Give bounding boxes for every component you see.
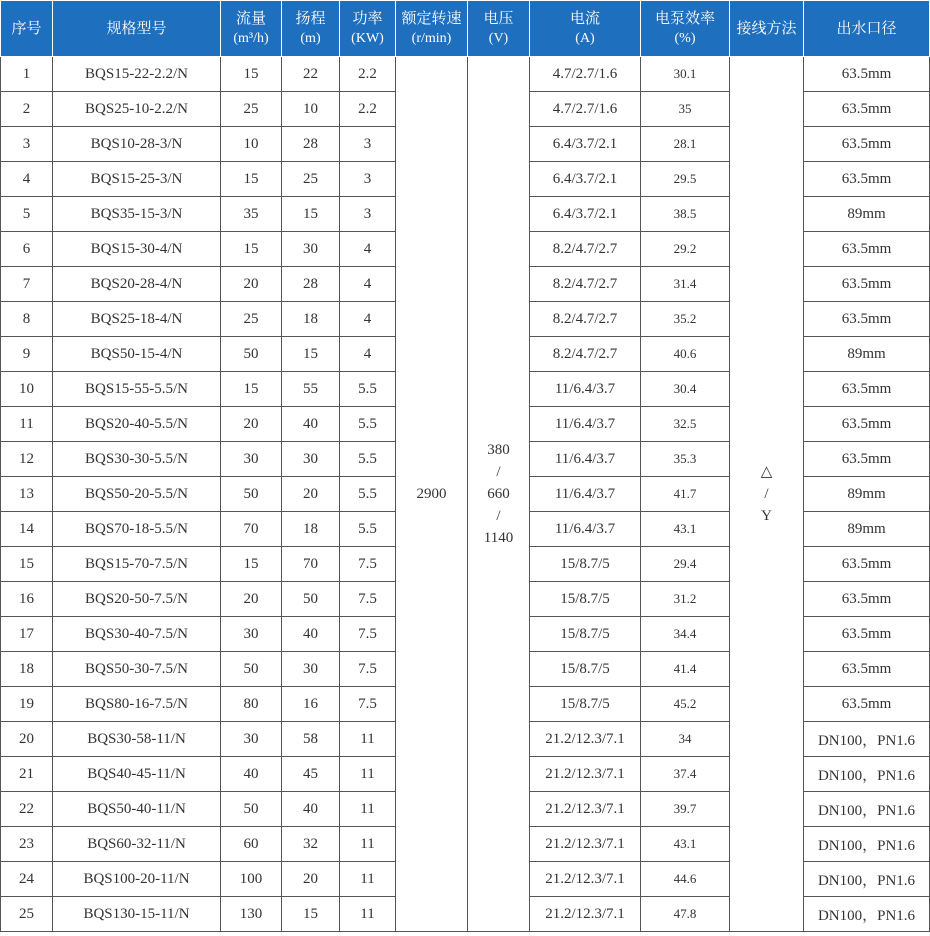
cell-head: 50: [282, 582, 340, 617]
cell-model: BQS30-58-11/N: [53, 722, 221, 757]
cell-no: 22: [1, 792, 53, 827]
cell-power: 7.5: [340, 617, 396, 652]
cell-outlet: DN100，PN1.6: [804, 827, 930, 862]
cell-head: 16: [282, 687, 340, 722]
wiring-line: △: [760, 464, 773, 480]
cell-no: 17: [1, 617, 53, 652]
cell-model: BQS80-16-7.5/N: [53, 687, 221, 722]
cell-flow: 100: [221, 862, 282, 897]
cell-current: 8.2/4.7/2.7: [530, 232, 641, 267]
cell-head: 45: [282, 757, 340, 792]
cell-outlet: DN100，PN1.6: [804, 757, 930, 792]
cell-flow: 60: [221, 827, 282, 862]
cell-speed-shared: 2900: [396, 57, 468, 932]
cell-current: 15/8.7/5: [530, 582, 641, 617]
cell-power: 4: [340, 337, 396, 372]
cell-flow: 15: [221, 232, 282, 267]
cell-current: 15/8.7/5: [530, 617, 641, 652]
voltage-line: /: [496, 464, 501, 480]
cell-power: 7.5: [340, 547, 396, 582]
cell-no: 13: [1, 477, 53, 512]
cell-flow: 25: [221, 92, 282, 127]
cell-model: BQS50-15-4/N: [53, 337, 221, 372]
cell-efficiency: 32.5: [641, 407, 730, 442]
cell-model: BQS10-28-3/N: [53, 127, 221, 162]
cell-current: 15/8.7/5: [530, 547, 641, 582]
cell-efficiency: 34: [641, 722, 730, 757]
cell-flow: 30: [221, 617, 282, 652]
cell-flow: 15: [221, 372, 282, 407]
cell-voltage-shared: [468, 57, 530, 932]
cell-current: 11/6.4/3.7: [530, 477, 641, 512]
cell-current: 21.2/12.3/7.1: [530, 862, 641, 897]
header-power-unit: (KW): [351, 30, 384, 46]
cell-model: BQS25-10-2.2/N: [53, 92, 221, 127]
cell-head: 15: [282, 897, 340, 932]
cell-efficiency: 38.5: [641, 197, 730, 232]
cell-model: BQS20-50-7.5/N: [53, 582, 221, 617]
cell-no: 16: [1, 582, 53, 617]
cell-head: 32: [282, 827, 340, 862]
cell-outlet: 63.5mm: [804, 162, 930, 197]
header-current: 电流 (A): [530, 1, 641, 57]
cell-efficiency: 44.6: [641, 862, 730, 897]
cell-current: 21.2/12.3/7.1: [530, 792, 641, 827]
cell-flow: 10: [221, 127, 282, 162]
cell-outlet: 89mm: [804, 477, 930, 512]
cell-head: 30: [282, 442, 340, 477]
cell-model: BQS100-20-11/N: [53, 862, 221, 897]
cell-head: 55: [282, 372, 340, 407]
cell-power: 11: [340, 827, 396, 862]
cell-head: 70: [282, 547, 340, 582]
cell-current: 15/8.7/5: [530, 652, 641, 687]
cell-head: 40: [282, 792, 340, 827]
cell-outlet: DN100，PN1.6: [804, 897, 930, 932]
cell-outlet: DN100，PN1.6: [804, 792, 930, 827]
cell-head: 25: [282, 162, 340, 197]
cell-efficiency: 35.2: [641, 302, 730, 337]
cell-current: 21.2/12.3/7.1: [530, 757, 641, 792]
cell-current: 11/6.4/3.7: [530, 442, 641, 477]
cell-power: 4: [340, 232, 396, 267]
cell-current: 21.2/12.3/7.1: [530, 897, 641, 932]
cell-no: 11: [1, 407, 53, 442]
cell-no: 24: [1, 862, 53, 897]
cell-head: 22: [282, 57, 340, 92]
cell-wiring-shared: [730, 57, 804, 932]
cell-flow: 50: [221, 337, 282, 372]
cell-head: 28: [282, 267, 340, 302]
cell-efficiency: 35: [641, 92, 730, 127]
cell-outlet: 63.5mm: [804, 442, 930, 477]
cell-flow: 20: [221, 407, 282, 442]
cell-no: 23: [1, 827, 53, 862]
cell-power: 11: [340, 722, 396, 757]
cell-outlet: 63.5mm: [804, 127, 930, 162]
cell-model: BQS40-45-11/N: [53, 757, 221, 792]
cell-no: 19: [1, 687, 53, 722]
cell-outlet: 63.5mm: [804, 92, 930, 127]
header-power: 功率 (KW): [340, 1, 396, 57]
cell-outlet: 63.5mm: [804, 57, 930, 92]
cell-current: 8.2/4.7/2.7: [530, 267, 641, 302]
cell-flow: 50: [221, 652, 282, 687]
cell-outlet: 63.5mm: [804, 582, 930, 617]
cell-model: BQS60-32-11/N: [53, 827, 221, 862]
voltage-line: 660: [487, 486, 510, 502]
cell-power: 7.5: [340, 652, 396, 687]
cell-head: 30: [282, 652, 340, 687]
cell-outlet: 63.5mm: [804, 652, 930, 687]
cell-current: 11/6.4/3.7: [530, 512, 641, 547]
cell-outlet: 63.5mm: [804, 372, 930, 407]
cell-model: BQS35-15-3/N: [53, 197, 221, 232]
cell-model: BQS15-70-7.5/N: [53, 547, 221, 582]
cell-no: 4: [1, 162, 53, 197]
header-outlet: 出水口径: [804, 1, 930, 57]
cell-no: 2: [1, 92, 53, 127]
cell-efficiency: 29.4: [641, 547, 730, 582]
cell-head: 30: [282, 232, 340, 267]
cell-no: 6: [1, 232, 53, 267]
header-row: [1, 1, 930, 57]
cell-flow: 50: [221, 792, 282, 827]
voltage-line: 380: [487, 442, 510, 458]
cell-model: BQS20-28-4/N: [53, 267, 221, 302]
cell-power: 11: [340, 757, 396, 792]
cell-no: 7: [1, 267, 53, 302]
cell-efficiency: 47.8: [641, 897, 730, 932]
header-flow-unit: (m³/h): [233, 30, 269, 46]
cell-current: 4.7/2.7/1.6: [530, 57, 641, 92]
cell-efficiency: 30.1: [641, 57, 730, 92]
cell-outlet: 89mm: [804, 197, 930, 232]
cell-model: BQS50-40-11/N: [53, 792, 221, 827]
cell-current: 8.2/4.7/2.7: [530, 302, 641, 337]
cell-current: 8.2/4.7/2.7: [530, 337, 641, 372]
cell-head: 58: [282, 722, 340, 757]
cell-efficiency: 34.4: [641, 617, 730, 652]
cell-head: 18: [282, 302, 340, 337]
cell-flow: 15: [221, 162, 282, 197]
cell-efficiency: 41.4: [641, 652, 730, 687]
cell-model: BQS15-25-3/N: [53, 162, 221, 197]
cell-power: 5.5: [340, 477, 396, 512]
header-no: 序号: [1, 1, 53, 57]
header-flow: 流量 (m³/h): [221, 1, 282, 57]
cell-efficiency: 37.4: [641, 757, 730, 792]
cell-model: BQS25-18-4/N: [53, 302, 221, 337]
cell-outlet: 63.5mm: [804, 407, 930, 442]
cell-flow: 20: [221, 582, 282, 617]
cell-flow: 30: [221, 722, 282, 757]
cell-current: 15/8.7/5: [530, 687, 641, 722]
cell-current: 6.4/3.7/2.1: [530, 162, 641, 197]
cell-no: 1: [1, 57, 53, 92]
wiring-line: Y: [761, 508, 772, 524]
cell-model: BQS130-15-11/N: [53, 897, 221, 932]
cell-no: 3: [1, 127, 53, 162]
voltage-line: /: [496, 508, 501, 524]
table-row: [1, 57, 930, 92]
cell-model: BQS15-30-4/N: [53, 232, 221, 267]
cell-flow: 130: [221, 897, 282, 932]
header-efficiency-unit: (%): [674, 30, 696, 46]
cell-current: 21.2/12.3/7.1: [530, 722, 641, 757]
cell-current: 6.4/3.7/2.1: [530, 127, 641, 162]
header-model: 规格型号: [53, 1, 221, 57]
cell-power: 11: [340, 792, 396, 827]
cell-model: BQS50-20-5.5/N: [53, 477, 221, 512]
cell-head: 40: [282, 617, 340, 652]
cell-efficiency: 43.1: [641, 827, 730, 862]
cell-outlet: 63.5mm: [804, 302, 930, 337]
cell-power: 3: [340, 127, 396, 162]
cell-no: 9: [1, 337, 53, 372]
cell-flow: 70: [221, 512, 282, 547]
table-body: [1, 57, 930, 932]
cell-current: 6.4/3.7/2.1: [530, 197, 641, 232]
cell-flow: 35: [221, 197, 282, 232]
cell-outlet: 89mm: [804, 512, 930, 547]
cell-flow: 15: [221, 57, 282, 92]
cell-flow: 80: [221, 687, 282, 722]
cell-outlet: DN100，PN1.6: [804, 722, 930, 757]
cell-outlet: 63.5mm: [804, 617, 930, 652]
cell-flow: 25: [221, 302, 282, 337]
header-voltage-unit: (V): [488, 30, 509, 46]
cell-efficiency: 41.7: [641, 477, 730, 512]
cell-power: 7.5: [340, 687, 396, 722]
cell-head: 20: [282, 862, 340, 897]
cell-no: 20: [1, 722, 53, 757]
cell-power: 7.5: [340, 582, 396, 617]
header-head-unit: (m): [300, 30, 321, 46]
header-speed: 额定转速 (r/min): [396, 1, 468, 57]
cell-current: 11/6.4/3.7: [530, 407, 641, 442]
voltage-line: 1140: [483, 530, 514, 546]
cell-head: 15: [282, 337, 340, 372]
header-wiring: 接线方法: [730, 1, 804, 57]
cell-no: 14: [1, 512, 53, 547]
cell-head: 28: [282, 127, 340, 162]
cell-efficiency: 28.1: [641, 127, 730, 162]
cell-head: 20: [282, 477, 340, 512]
cell-power: 5.5: [340, 512, 396, 547]
cell-efficiency: 31.4: [641, 267, 730, 302]
cell-no: 15: [1, 547, 53, 582]
cell-power: 4: [340, 302, 396, 337]
cell-head: 10: [282, 92, 340, 127]
cell-flow: 40: [221, 757, 282, 792]
cell-model: BQS70-18-5.5/N: [53, 512, 221, 547]
wiring-line: /: [764, 486, 769, 502]
cell-no: 21: [1, 757, 53, 792]
cell-efficiency: 39.7: [641, 792, 730, 827]
cell-flow: 20: [221, 267, 282, 302]
cell-no: 18: [1, 652, 53, 687]
cell-efficiency: 31.2: [641, 582, 730, 617]
cell-efficiency: 29.5: [641, 162, 730, 197]
cell-flow: 15: [221, 547, 282, 582]
cell-power: 3: [340, 162, 396, 197]
cell-efficiency: 45.2: [641, 687, 730, 722]
cell-outlet: 63.5mm: [804, 547, 930, 582]
cell-current: 4.7/2.7/1.6: [530, 92, 641, 127]
cell-efficiency: 43.1: [641, 512, 730, 547]
cell-no: 25: [1, 897, 53, 932]
cell-efficiency: 30.4: [641, 372, 730, 407]
cell-outlet: DN100，PN1.6: [804, 862, 930, 897]
cell-flow: 30: [221, 442, 282, 477]
cell-efficiency: 29.2: [641, 232, 730, 267]
cell-outlet: 63.5mm: [804, 267, 930, 302]
cell-no: 5: [1, 197, 53, 232]
header-speed-unit: (r/min): [411, 30, 452, 46]
cell-head: 15: [282, 197, 340, 232]
cell-power: 5.5: [340, 372, 396, 407]
cell-head: 18: [282, 512, 340, 547]
cell-current: 21.2/12.3/7.1: [530, 827, 641, 862]
cell-model: BQS30-30-5.5/N: [53, 442, 221, 477]
cell-model: BQS30-40-7.5/N: [53, 617, 221, 652]
cell-power: 5.5: [340, 442, 396, 477]
cell-outlet: 63.5mm: [804, 232, 930, 267]
cell-model: BQS50-30-7.5/N: [53, 652, 221, 687]
cell-outlet: 89mm: [804, 337, 930, 372]
cell-no: 12: [1, 442, 53, 477]
cell-power: 11: [340, 897, 396, 932]
cell-model: BQS20-40-5.5/N: [53, 407, 221, 442]
header-voltage: 电压 (V): [468, 1, 530, 57]
cell-model: BQS15-55-5.5/N: [53, 372, 221, 407]
cell-power: 11: [340, 862, 396, 897]
cell-flow: 50: [221, 477, 282, 512]
cell-head: 40: [282, 407, 340, 442]
cell-power: 5.5: [340, 407, 396, 442]
cell-power: 2.2: [340, 57, 396, 92]
cell-model: BQS15-22-2.2/N: [53, 57, 221, 92]
header-current-unit: (A): [575, 30, 595, 46]
header-efficiency: 电泵效率 (%): [641, 1, 730, 57]
header-head: 扬程 (m): [282, 1, 340, 57]
cell-outlet: 63.5mm: [804, 687, 930, 722]
cell-power: 3: [340, 197, 396, 232]
cell-power: 2.2: [340, 92, 396, 127]
cell-no: 8: [1, 302, 53, 337]
cell-current: 11/6.4/3.7: [530, 372, 641, 407]
cell-efficiency: 40.6: [641, 337, 730, 372]
cell-efficiency: 35.3: [641, 442, 730, 477]
cell-power: 4: [340, 267, 396, 302]
cell-no: 10: [1, 372, 53, 407]
